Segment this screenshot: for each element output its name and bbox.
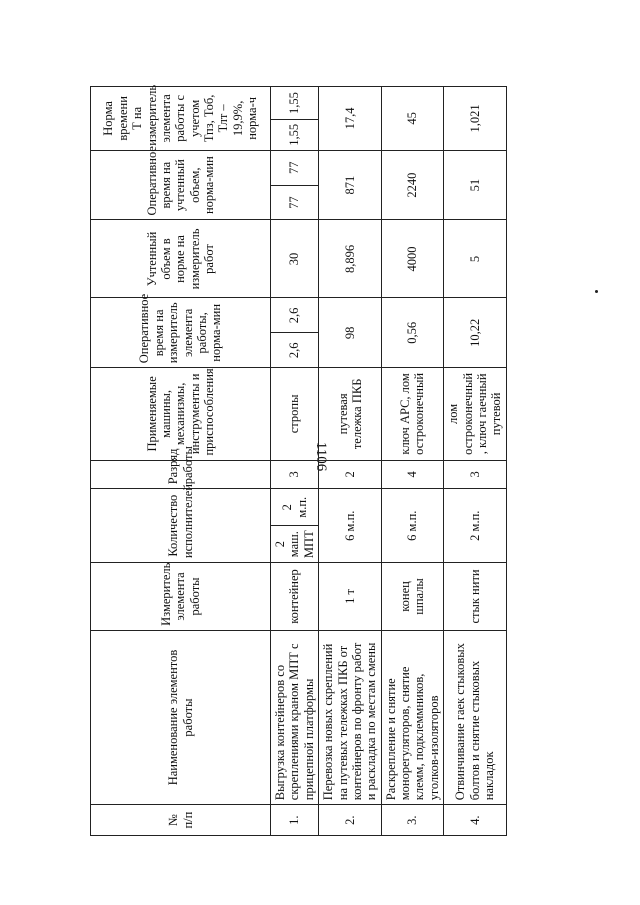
header-norm-time: Норма времени Т на измеритель элемента работы с учетом Тпз, Тоб, Тлт – 19,9%, норма-ч (91, 87, 271, 151)
row-num: 2. (319, 805, 382, 836)
row-machines: стропы (271, 368, 319, 460)
row-machines: путевая тележка ПКБ (319, 368, 382, 460)
header-meter: Измеритель элемента работы (91, 563, 271, 631)
row-machines: лом остроконечный , ключ гаечный путевой (444, 368, 507, 460)
row-workers: 2 м.п. (444, 489, 507, 563)
row-op-time-volume-a: 77 (271, 185, 319, 220)
row-volume: 8,896 (319, 220, 382, 298)
row-workers-b: 2 м.п. (271, 489, 319, 526)
row-grade: 3 (271, 460, 319, 489)
table-row (319, 87, 382, 836)
row-op-time-b: 2,6 (271, 298, 319, 333)
row-grade: 4 (381, 460, 444, 489)
row-name: Отвинчивание гаек стыковых болтов и снятие стыковых накладок (444, 630, 507, 804)
row-workers: 6 м.п. (319, 489, 382, 563)
header-grade: Разряд работы (91, 460, 271, 489)
row-meter: конец шпалы (381, 563, 444, 631)
row-op-time-volume: 2240 (381, 150, 444, 220)
header-op-time-volume: Оперативное время на учтенный объем, норма-мин (91, 150, 271, 220)
row-norm-time-b: 1,55 (271, 87, 319, 120)
row-op-time-volume-b: 77 (271, 150, 319, 185)
header-machines: Применяемые машины, механизмы, инструменты и приспособления (91, 368, 271, 460)
row-op-time-volume: 51 (444, 150, 507, 220)
row-grade: 2 (319, 460, 382, 489)
row-num: 1. (271, 805, 319, 836)
row-op-time: 0,56 (381, 298, 444, 368)
header-name: Наименование элементов работы (91, 630, 271, 804)
row-workers: 6 м.п. (381, 489, 444, 563)
row-volume: 5 (444, 220, 507, 298)
header-workers: Количество исполнителей (91, 489, 271, 563)
rotated-table-container (90, 84, 504, 836)
row-meter: контейнер (271, 563, 319, 631)
row-op-time-a: 2,6 (271, 333, 319, 368)
rotated-table (90, 84, 504, 836)
table-row (444, 87, 507, 836)
row-name: Перевозка новых скреплений на путевых тележках ПКБ от контейнеров по фронту работ и раскладка по местам смены (319, 630, 382, 804)
row-norm-time-a: 1,55 (271, 119, 319, 150)
row-num: 3. (381, 805, 444, 836)
row-name: Раскрепление и снятие монорегуляторов, снятие клемм, подклеммников, уголков-изоляторов (381, 630, 444, 804)
table-row (381, 87, 444, 836)
row-norm-time: 17,4 (319, 87, 382, 151)
row-num: 4. (444, 805, 507, 836)
work-elements-table (90, 86, 507, 836)
header-row (91, 87, 271, 836)
row-meter: 1 т (319, 563, 382, 631)
header-volume: Учтенный объем в норме на измеритель работ (91, 220, 271, 298)
row-op-time: 10,22 (444, 298, 507, 368)
row-op-time: 98 (319, 298, 382, 368)
row-grade: 3 (444, 460, 507, 489)
row-volume: 4000 (381, 220, 444, 298)
header-op-time: Оперативное время на измеритель элемента работы, норма-мин (91, 298, 271, 368)
row-name: Выгрузка контейнеров со скреплениями краном МПТ с прицепной платформы (271, 630, 319, 804)
stray-dot (595, 290, 598, 293)
row-workers-a: 2 маш. МПТ (271, 526, 319, 563)
table-row (271, 87, 319, 836)
row-volume: 30 (271, 220, 319, 298)
row-meter: стык нити (444, 563, 507, 631)
header-num: № п/п (91, 805, 271, 836)
row-machines: ключ АРС, лом остроконечный (381, 368, 444, 460)
row-norm-time: 1,021 (444, 87, 507, 151)
row-op-time-volume: 871 (319, 150, 382, 220)
row-norm-time: 45 (381, 87, 444, 151)
page-number: 1106 (313, 441, 330, 472)
